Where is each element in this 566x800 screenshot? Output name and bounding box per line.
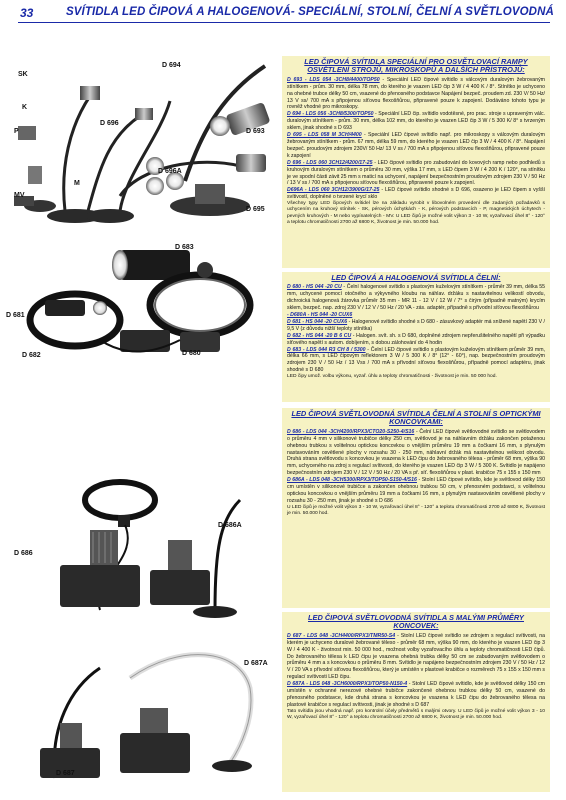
page-title: SVÍTIDLA LED ČIPOVÁ A HALOGENOVÁ- SPECIÁLNÍ, STOLNÍ, ČELNÍ A SVĚTLOVODNÁ (66, 6, 554, 18)
section-small-lightguide (282, 612, 550, 792)
section-title: LED ČIPOVÁ A HALOGENOVÁ SVÍTIDLA ČELNÍ: (331, 273, 501, 282)
photo-label: K (22, 104, 28, 111)
description-text: - Stolní LED čipové svítidlo, kde je světlovod délky 150 cm umístěn v ochranné nerezové ohebné trubičce zakončené ohebnou trubkou délky 50 cm, vsazené do přenosného podstavce, kde druhá strana s koncovkou je vsazena k LED čipu do žebrovaného tělesa na plastové krabičce s regulací svítivosti, jinak je shodné s D 687 (287, 681, 545, 708)
description-text: - Čelní halogenové svítidlo s plastovým kuželovým stínítkem - průměr 39 mm, délka 55 mm, uchycené pomocí otočného a výkyvného kloubu na náhlav. držáku s nastavitelnou velikostí obvodu, dichroická halogenová žárovka průměr 35 mm - MR 11 - 12 V / 12 W / 7° s čirým (případně matným) krycím sklem, bezpeč. nap. zdroj 230 V / 12 V / 50 Hz / 20 VA - zás. adaptér, případně s přívodní síťovou flexošňůrou (287, 284, 545, 312)
photo-label: SK (18, 71, 28, 78)
item-d680 (287, 284, 545, 312)
description-text: Tato svítidla jsou vhodná např. pro kontrolní účely předmětů s malými otvory. U LED čipů je možné volit výkon 3 - 10 W, vyzařovací úhel 8° - 120° a teplotu chromatičnosti 2700 až 6800 K, životnost je min. 50.000 hod. (287, 708, 545, 720)
photo-label: D 686A (218, 522, 242, 529)
description-text: - Speciální LED čip. svítidlo vodotěsné, pro prac. stroje s upraveným válc. duralovým stínítkem - prům. 30 mm, délka 102 mm, do kterého je vsazen LED čip 3 W / 5 300 K/ 8° s tvrzeným sklem, jinak shodné s D 693 (287, 111, 545, 132)
section-head-lamps (282, 272, 550, 402)
photo-label: D 693 (246, 128, 265, 135)
photo-lightguide-lamps (0, 470, 282, 620)
section-title: LED ČIPOVÁ SVÍTIDLA SPECIÁLNÍ PRO OSVĚTLOVACÍ RAMPY OSVĚTLENÍ STROJŮ, MIKROSKOPŮ A DALŠÍCH PŘÍSTROJŮ: (304, 57, 528, 75)
photo-head-lamps (0, 240, 282, 370)
item-d694 (287, 111, 545, 132)
product-code: D 681 - HS 044 -20 CUX6 (287, 318, 348, 325)
product-code: D 695 - LDS 058 M 3CH/4400 (287, 132, 362, 139)
note-options (287, 505, 545, 517)
product-code: D 693 - LDS 054 -3CH8/4400/TOP50 (287, 76, 380, 83)
item-d686a (287, 477, 545, 505)
item-d683 (287, 347, 545, 375)
page-header (0, 0, 566, 24)
photo-label: D 686 (14, 550, 33, 557)
section-special-lamps (282, 56, 550, 268)
description-text: - LED čipové svítidlo pro zabudování do kovových ramp nebo podhledů s kruhovým duralovým stínítkem o průměru 30 mm, výška 17 mm, s LED čipem 3 W / 4 200 K / 120°, na stínítku je ve spodní části závit 25 mm s maticí na uchycení, napájení bezpečnostním proudovým zdrojem 230 V / 50 Hz / 13 V ss / 700 mA s připojenou síťovou flexošňůrou, připravené pouze k zapojení. (287, 159, 545, 187)
photo-label: D 687A (244, 660, 268, 667)
photo-label: D 681 (6, 312, 25, 319)
product-code: - D680A - HS 044 -20 CUX6 (287, 312, 353, 319)
item-d687 (287, 633, 545, 681)
photo-small-lightguide (0, 638, 282, 793)
description-text: - Speciální LED čipové svítidlo např. pro mikroskopy s válcovým duralovým žebrovaným stínítkem - prům. 67 mm, délka 59 mm, do kterého je vsazen LED čip 3 W / 4 400 K / 8°. Napájení bezpeč. proudovým zdrojem 230V/ 50 Hz/ 13 V ss / 700 mA s připojenou síťovou flexošňůrou, připravené pouze k zapojení (287, 132, 545, 159)
section-title: LED ČIPOVÁ SVĚTLOVODNÁ SVÍTIDLA ČELNÍ A STOLNÍ S OPTICKÝMI KONCOVKAMI: (291, 409, 541, 427)
header-rule (18, 22, 550, 23)
photo-label: P (14, 128, 19, 135)
description-text: - Stolní LED čipové svítidlo se zdrojem s regulací svítivosti, na kterém je uchyceno duralové žebrované těleso - průměr 68 mm, výška 90 mm, do kterého je vsazen LED čip 3 W / 4 400 K - životnost min. 50 000 hod., možnost volby vyzařovacího úhlu a teploty chromatičnosti LED čipů. Do žebrovaného tělesa k LED čipu je vsazena ohebná trubka délky 50 cm se zabudovaným světlovodem o průměru 4 mm a s koncovkou o průměru 8 mm. Svítidlo je napájeno bezpečnostním zdrojem 230 V / 50 Hz / 12 V / 20 VA s přívodní síťovou flexošňůrou, který je umístěn v plastové krabičce o rozměrech 75 x 155 x 150 mm s regulací svítivosti LED čipu. (287, 632, 545, 681)
item-d695 (287, 132, 545, 160)
item-d696 (287, 160, 545, 188)
photo-label: D 695 (246, 206, 265, 213)
product-code: D 687 - LDS 048 -3CH4400/RPX3/TMR50-S4 (287, 632, 396, 639)
description-text: - Speciální LED čipové svítidlo s válcovým duralovým žebrovaným stínítkem - prům. 30 mm, délka 78 mm, do kterého je vsazen LED čip 3 W / 4 400 K / 8°. Stínítko je uchyceno na ohebné trubce délky 50 cm, vsazené do přenosného podstavce Napájení bezpeč. proudem zd. 230 V/ 50 Hz/ 13 V ss/ 700 mA s připojenou síťovou flexošňůrou, připravené pouze k zapojení. Dodáváno tohoto typu je rovněž vhodné pro mikroskopy. (287, 76, 545, 111)
product-code: D 687A - LDS 048 -3CH6000/RPX3/TOP50-N150-4 (287, 681, 408, 688)
description-text: U LED čipů je možné volit výkon 3 - 10 W, vyzařovací úhel 8° - 120° a teplotu chromatičnosti 2700 až 6800 K, životnost je min. 50.000 hod. (287, 504, 545, 516)
photo-label: D 694 (162, 62, 181, 69)
photo-label: D 687 (56, 770, 75, 777)
item-d681 (287, 319, 545, 333)
product-code: D 683 - LDS 044 R3 CH 8 / 5300 (287, 346, 366, 353)
special-lamps-illustration (0, 56, 282, 226)
photo-label: D 682 (22, 352, 41, 359)
photo-label: D 680 (182, 350, 201, 357)
description-text: - Čelní LED čipové svítidlo s plastovým kuželovým stínítkem průměr 39 mm, délka 66 mm, s LED čipovým reflektorem 3 W / 5 300 K / 8° (12° - 60°), nap. bezpečnostním proudovým zdrojem 230 V / 50 Hz / 13 Vss / 700 mA s přívodní síťovou flexošňůrou, případně pomocí adaptéru, jinak shodné s D 680 (287, 346, 545, 374)
small-lightguide-illustration (0, 638, 282, 793)
head-lamps-illustration (0, 240, 282, 370)
description-text: LED čipy umož. volbu výkonu, vyzař. úhlu a teploty chromatičnosti - životnost je min. 50 000 hod. (287, 374, 497, 380)
item-d693 (287, 77, 545, 112)
product-code: D 686 - LDS 044 -3CH4200/RPX3/CTO20-S250-4/S16 (287, 428, 415, 435)
description-text: - Čelní LED čipové světlovodné svítidlo se světlovodem o průměru 4 mm v silikonové trubičce délky 250 cm, světlovod je na náhlavním držáku zakončen potaženou ohebnou trubkou s volitelnou optickou koncovkou o vnějším průměru 19 mm a čočkami 16 mm, s plynulým nastavováním osvětlené plochy v rozsahu 30 - 250 mm, náhlavní držák má nastavitelnou velikost obvodu. Druhá strana světlovodu s koncovkou je vsazena k LED čipu do žebrovaného tělesa - průměr 68 mm, výška 90 mm, uchyceného na zdroj s regulací svítivosti, do kterého je vsazen LED čip 3 W / 5 300 K. Svítidlo je napájeno bezpečnostním zdrojem 230 V / 12 V / 50 Hz / 20 VA s př. síť. flexošňůrou v plast. krabičce 75 x 155 x 150 mm (287, 428, 546, 477)
product-code: D696A - LDS 060 3CH12/3900G/17-25 (287, 187, 380, 194)
product-code: D 686A - LDS 048 -3CH5300/RPX3/TOP50-S150-4/S16 (287, 477, 417, 484)
note-options (287, 374, 545, 380)
description-text: - LED čipové svítidlo shodné s D 696, osazeno je LED čipem s vyšší svítivostí, doplněné o tvrzené krycí sklo (287, 187, 545, 201)
photo-label: D 696A (158, 168, 182, 175)
product-code: D 682 - HS 044 -20 B 6 CU (287, 332, 352, 339)
product-code: D 696 - LDS 060 3CH12/4200/17-25 (287, 159, 373, 166)
section-title: LED ČIPOVÁ SVĚTLOVODNÁ SVÍTIDLA S MALÝMI PRŮMĚRY KONCOVEK: (308, 613, 524, 631)
note-options (287, 709, 545, 721)
photo-label: MV (14, 192, 25, 199)
lightguide-lamps-illustration (0, 470, 282, 620)
description-text: - Halogenové svítidlo shodné s D 680 - zásuvkový adaptér má snížené napětí 230 V / 9,5 V (z důvodu nižší teploty stínítka) (287, 318, 545, 332)
item-d696a (287, 187, 545, 201)
item-d680a (287, 312, 545, 319)
item-d682 (287, 333, 545, 347)
photo-special-lamps (0, 56, 282, 226)
photo-label: D 696 (100, 120, 119, 127)
description-text: - Halogen. svít. sh. s D 680, doplněné zdrojem nepřerušitelného napětí při výpadku síťového napětí s autom. dobíjením, s dobou zálohování do 4 hodin (287, 332, 545, 346)
note-options (287, 201, 545, 226)
photo-label: M (74, 180, 80, 187)
photo-label: D 683 (175, 244, 194, 251)
item-d687a (287, 681, 545, 709)
description-text: Všechny typy LED čipových svítidel lze na základu vyrobit v libovolném provedení dle zadaných požadavků s uchycením na kruhový stínítek - SK, pérových úchytkách - K, pérových podstavcích - P, magnetických úchytech - pevných kruhových - M nebo vypínatelných - MV. U LED čipů je možné volit výkon 3 - 10 W, vyzařovací úhel 8° - 120° a teplotu chromatičnosti 2700 až 6800 K, životnost je min. 50.000 hod. (287, 201, 545, 225)
product-code: D 680 - HS 044 -20 CU (287, 284, 342, 291)
item-d686 (287, 429, 545, 477)
section-lightguide (282, 408, 550, 608)
description-text: - Stolní LED čipové svítidlo, kde je světlovod délky 150 cm umístěn v silikonové trubičce a zakončen ohebnou trubkou 50 cm, v přenosném podstavci, s volitelnou optickou koncovkou o vnějším průměru 19 mm a čočkami 16 mm, s plynulým nastavováním osvětlené plochy v rozsahu 30 - 250 mm, jinak je shodné s D 686 (287, 477, 545, 504)
product-code: D 694 - LDS 056 -3CH8/5300/TOP50 (287, 111, 374, 118)
page-number: 33 (20, 6, 34, 20)
